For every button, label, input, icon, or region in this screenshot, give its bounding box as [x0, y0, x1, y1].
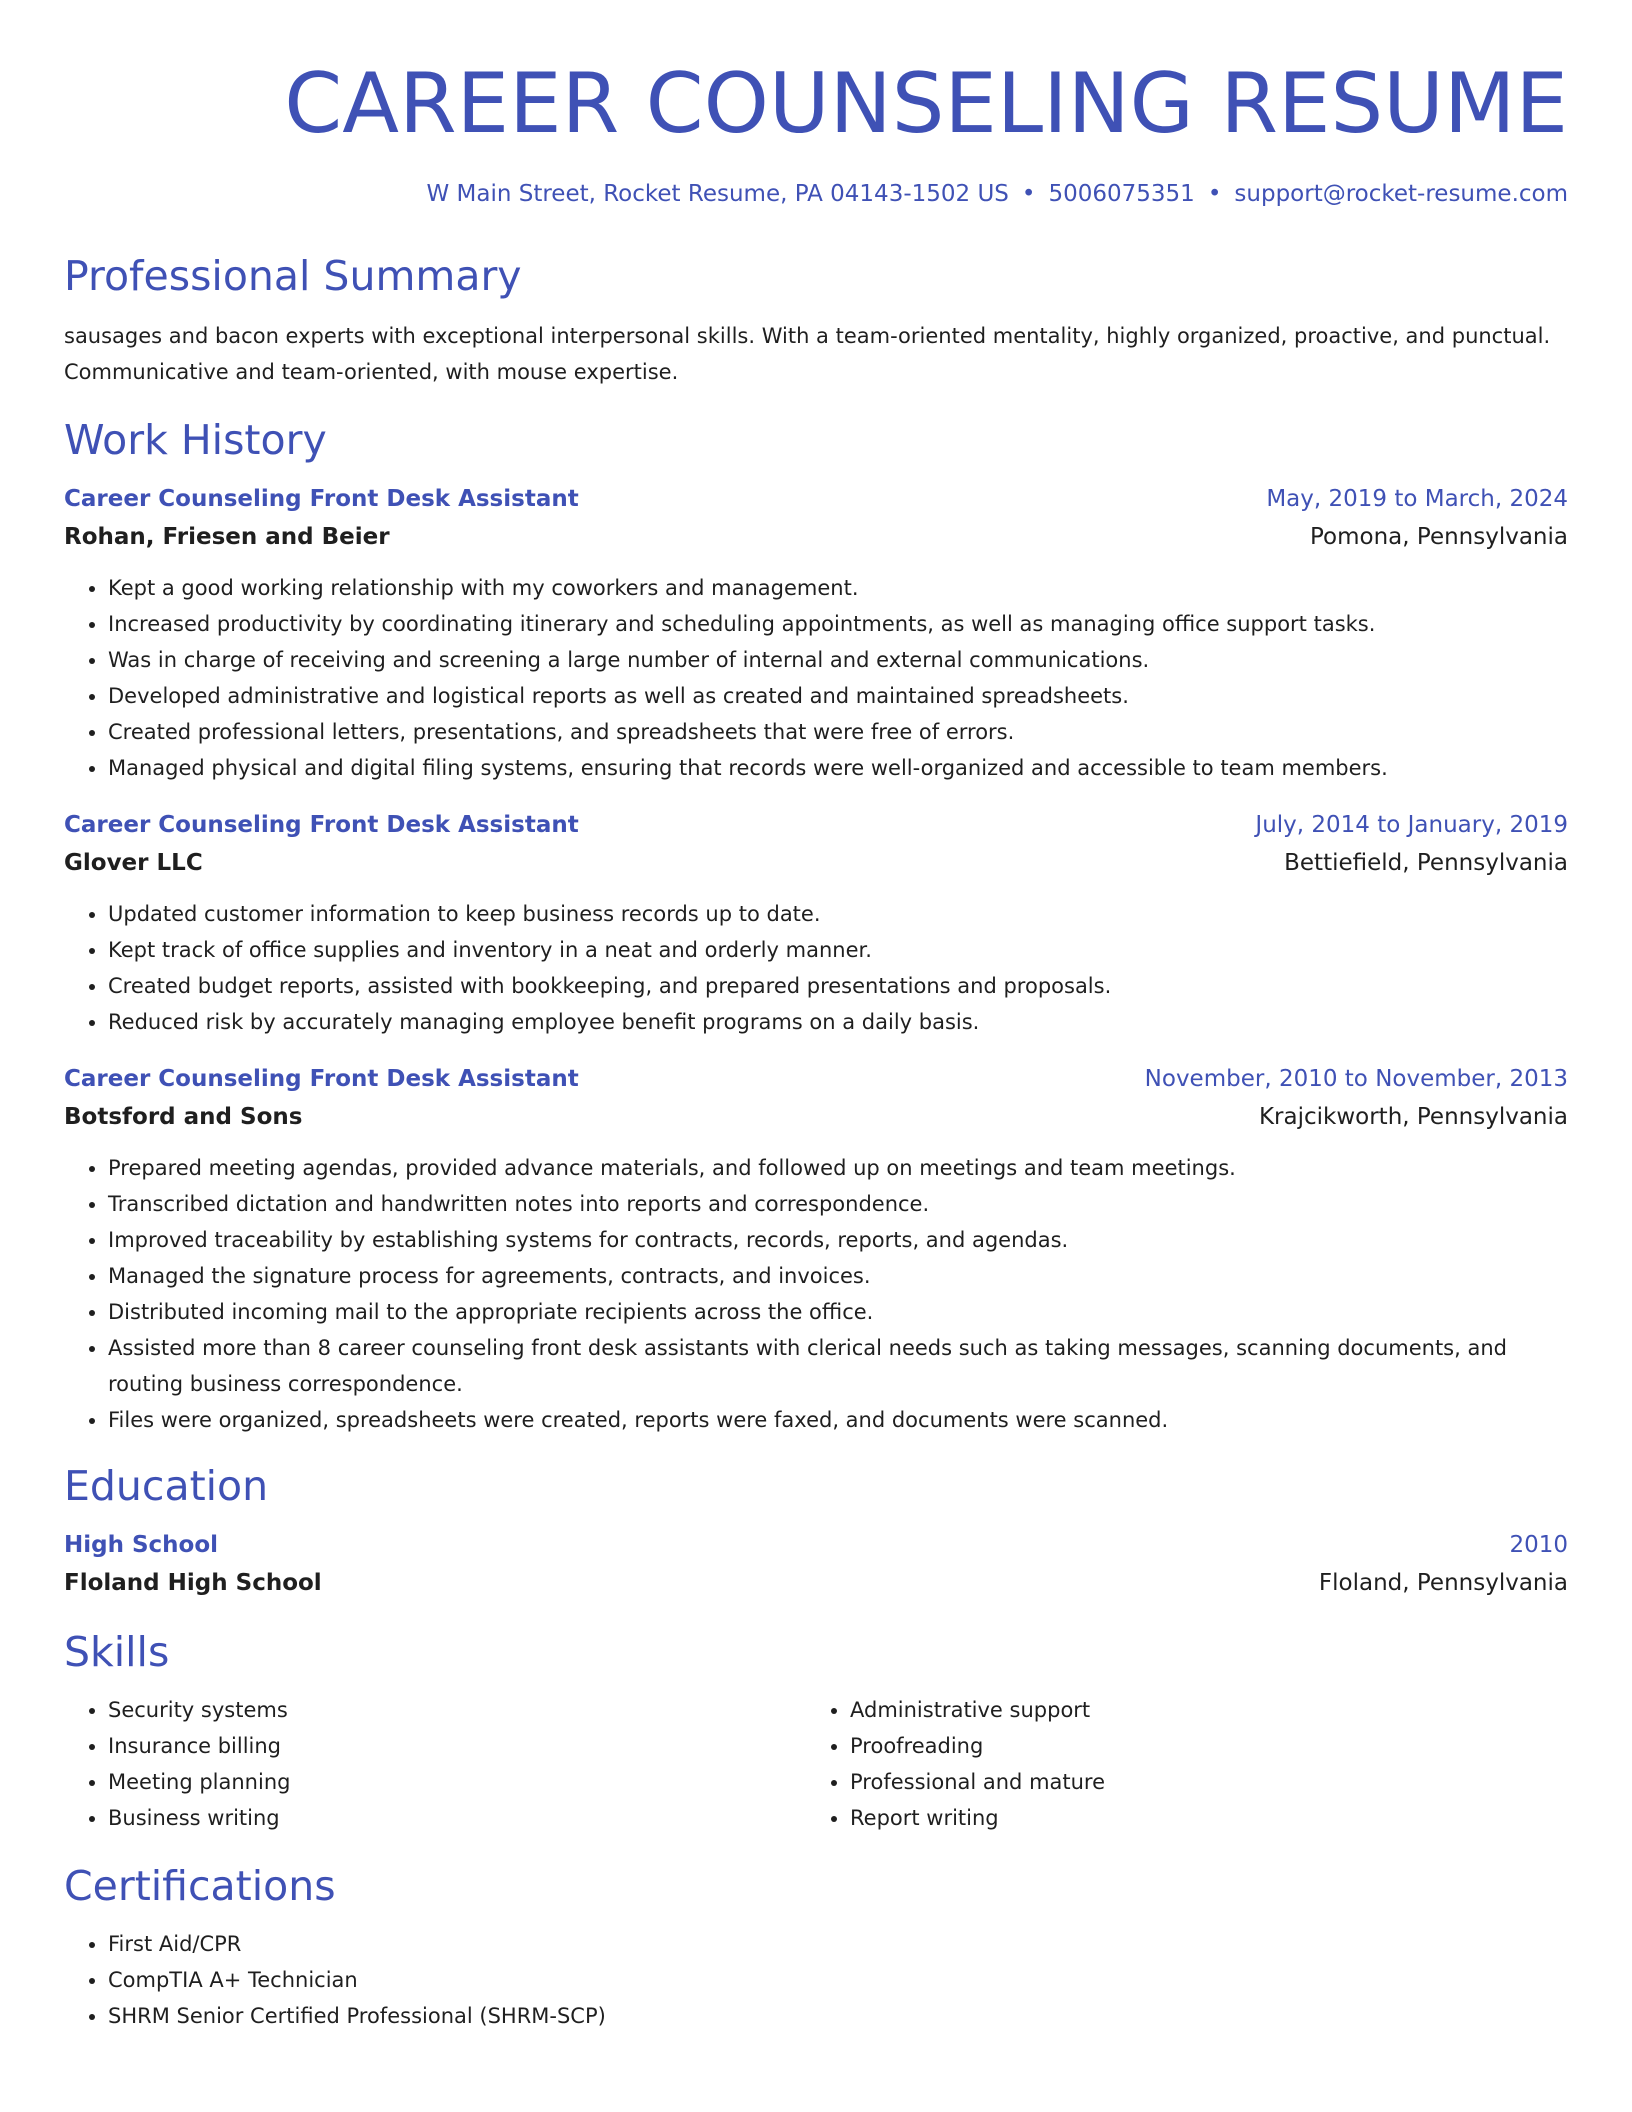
skills-right-column: [806, 1692, 1548, 1836]
contact-line: [64, 178, 1568, 210]
education-entry: [64, 1526, 1568, 1602]
list-item: • Insurance billing: [108, 1728, 806, 1764]
resume-page: [64, 0, 1568, 2034]
list-item: • Files were organized, spreadsheets were created, reports were faxed, and documents were scanned.: [108, 1402, 1568, 1438]
list-item: • Increased productivity by coordinating itinerary and scheduling appointments, as well as managing office support tasks.: [108, 606, 1568, 642]
job-bullets: [64, 896, 1568, 1040]
job-dates: November, 2010 to November, 2013: [1144, 1066, 1568, 1092]
work-history-heading: Work History: [64, 416, 327, 464]
resume-title: CAREER COUNSELING RESUME: [284, 55, 1568, 152]
list-item: • Created budget reports, assisted with bookkeeping, and prepared presentations and proposals.: [108, 968, 1568, 1004]
skills-grid: [64, 1692, 1568, 1836]
certifications-heading: Certifications: [64, 1862, 336, 1910]
list-item: • Professional and mature: [850, 1764, 1548, 1800]
education-heading: Education: [64, 1462, 269, 1510]
list-item: • Developed administrative and logistical reports as well as created and maintained spreadsheets.: [108, 678, 1568, 714]
list-item: • Distributed incoming mail to the appropriate recipients across the office.: [108, 1294, 1568, 1330]
list-item: • Report writing: [850, 1800, 1548, 1836]
education-location: Floland, Pennsylvania: [1318, 1570, 1568, 1596]
job-bullets: [64, 1150, 1568, 1438]
contact-phone[interactable]: 5006075351: [1048, 181, 1195, 207]
summary-heading: Professional Summary: [64, 252, 522, 300]
list-item: • Proofreading: [850, 1728, 1548, 1764]
job-bullets: [64, 570, 1568, 786]
job-location: Krajcikworth, Pennsylvania: [1258, 1104, 1568, 1130]
education-degree: High School: [64, 1532, 219, 1558]
job-company: Glover LLC: [64, 850, 203, 876]
education-year: 2010: [1509, 1532, 1568, 1558]
list-item: • Was in charge of receiving and screening a large number of internal and external communications.: [108, 642, 1568, 678]
certifications-list: [64, 1926, 1568, 2034]
contact-separator: •: [1207, 181, 1222, 207]
list-item: • Kept a good working relationship with my coworkers and management.: [108, 570, 1568, 606]
job-entry: [64, 480, 1568, 786]
list-item: • First Aid/CPR: [108, 1926, 1568, 1962]
contact-separator: •: [1021, 181, 1036, 207]
skills-left-column: [64, 1692, 806, 1836]
summary-text: sausages and bacon experts with exceptional interpersonal skills. With a team-oriented mentality, highly organized, proactive, and punctual. Communicative and team-oriented, with mouse expertise.: [64, 324, 1551, 384]
job-entry: [64, 806, 1568, 1040]
list-item: • CompTIA A+ Technician: [108, 1962, 1568, 1998]
job-location: Pomona, Pennsylvania: [1310, 524, 1568, 550]
list-item: • Assisted more than 8 career counseling front desk assistants with clerical needs such as taking messages, scanning documents, and routing business correspondence.: [108, 1330, 1568, 1402]
skills-heading: Skills: [64, 1628, 170, 1676]
job-dates: May, 2019 to March, 2024: [1266, 486, 1568, 512]
list-item: • SHRM Senior Certified Professional (SHRM-SCP): [108, 1998, 1568, 2034]
contact-email[interactable]: support@rocket-resume.com: [1234, 181, 1568, 207]
list-item: • Business writing: [108, 1800, 806, 1836]
job-title: Career Counseling Front Desk Assistant: [64, 1066, 579, 1092]
list-item: • Created professional letters, presentations, and spreadsheets that were free of errors.: [108, 714, 1568, 750]
contact-address: W Main Street, Rocket Resume, PA 04143-1502 US: [426, 181, 1009, 207]
list-item: • Reduced risk by accurately managing employee benefit programs on a daily basis.: [108, 1004, 1568, 1040]
job-title: Career Counseling Front Desk Assistant: [64, 486, 579, 512]
list-item: • Managed the signature process for agreements, contracts, and invoices.: [108, 1258, 1568, 1294]
list-item: • Security systems: [108, 1692, 806, 1728]
list-item: • Prepared meeting agendas, provided advance materials, and followed up on meetings and team meetings.: [108, 1150, 1568, 1186]
list-item: • Kept track of office supplies and inventory in a neat and orderly manner.: [108, 932, 1568, 968]
job-company: Rohan, Friesen and Beier: [64, 524, 390, 550]
list-item: • Managed physical and digital filing systems, ensuring that records were well-organized and accessible to team members.: [108, 750, 1568, 786]
job-company: Botsford and Sons: [64, 1104, 303, 1130]
education-school: Floland High School: [64, 1570, 322, 1596]
list-item: • Improved traceability by establishing systems for contracts, records, reports, and agendas.: [108, 1222, 1568, 1258]
list-item: • Meeting planning: [108, 1764, 806, 1800]
job-entry: [64, 1060, 1568, 1438]
job-dates: July, 2014 to January, 2019: [1255, 812, 1568, 838]
job-title: Career Counseling Front Desk Assistant: [64, 812, 579, 838]
job-location: Bettiefield, Pennsylvania: [1284, 850, 1568, 876]
list-item: • Administrative support: [850, 1692, 1548, 1728]
list-item: • Updated customer information to keep business records up to date.: [108, 896, 1568, 932]
list-item: • Transcribed dictation and handwritten notes into reports and correspondence.: [108, 1186, 1568, 1222]
